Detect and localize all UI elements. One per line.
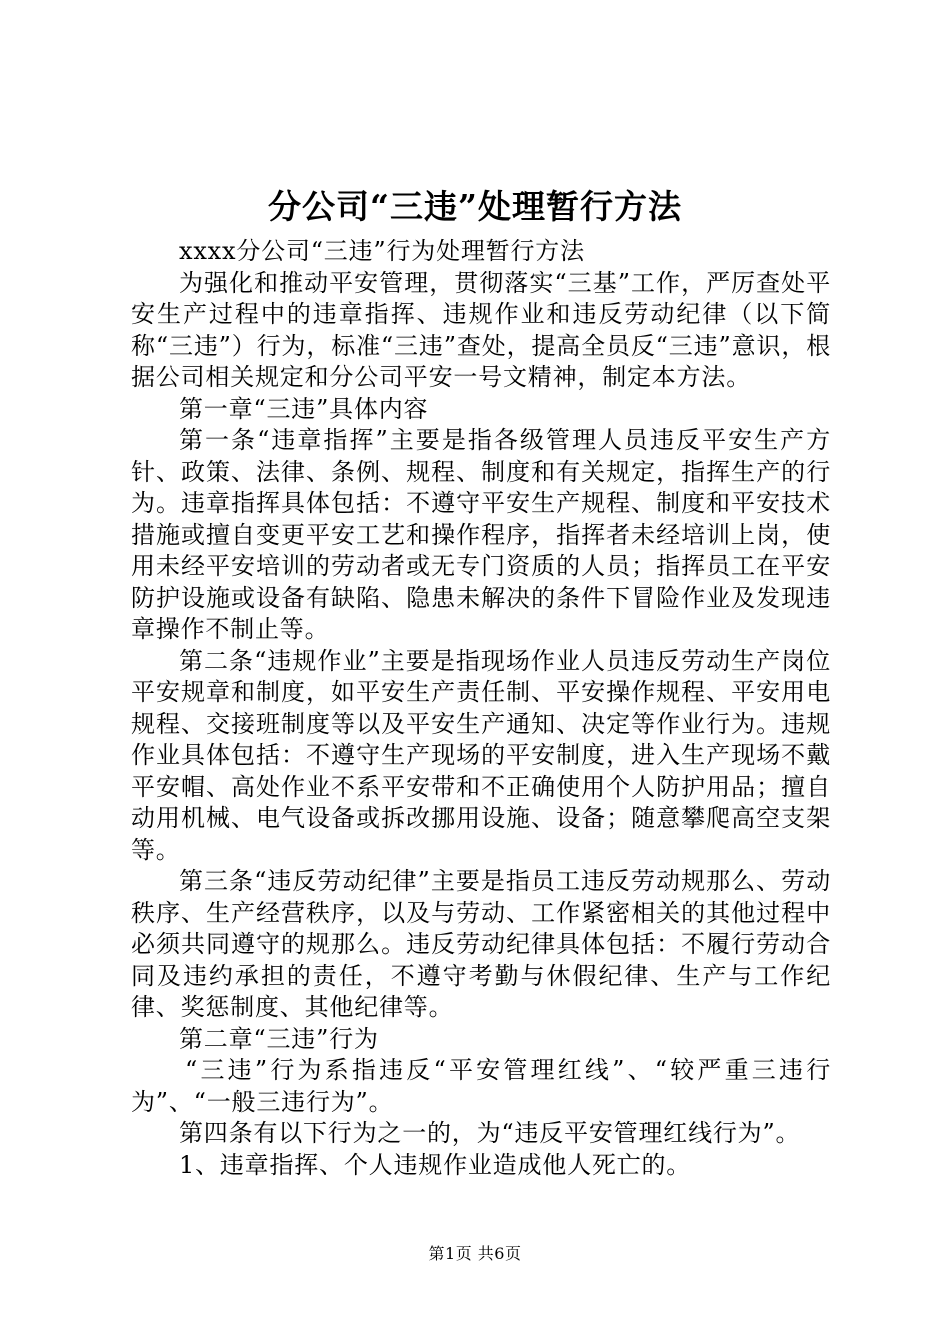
definition-paragraph: “三违”行为系指违反“平安管理红线”、“较严重三违行为”、“一般三违行为”。 bbox=[131, 1056, 831, 1116]
article-paragraph: 第一条“违章指挥”主要是指各级管理人员违反平安生产方针、政策、法律、条例、规程、制度和有关规定，指挥生产的行为。违章指挥具体包括：不遵守平安生产规程、制度和平安技术措施或擅自变更平安工艺和操作程序，指挥者未经培训上岗，使用未经平安培训的劳动者或无专门资质的人员；指挥员工在平安防护设施或设备有缺陷、隐患未解决的条件下冒险作业及发现违章操作不制止等。 bbox=[131, 426, 831, 643]
article-paragraph: 第二条“违规作业”主要是指现场作业人员违反劳动生产岗位平安规章和制度，如平安生产责任制、平安操作规程、平安用电规程、交接班制度等以及平安生产通知、决定等作业行为。违规作业具体包括：不遵守生产现场的平安制度，进入生产现场不戴平安帽、高处作业不系平安带和不正确使用个人防护用品；擅自动用机械、电气设备或拆改挪用设施、设备；随意攀爬高空支架等。 bbox=[131, 646, 831, 864]
document-body bbox=[131, 236, 831, 1181]
page-number-footer: 第1页 共6页 bbox=[428, 1244, 522, 1263]
list-item: 1、违章指挥、个人违规作业造成他人死亡的。 bbox=[179, 1150, 692, 1179]
document-title: 分公司“三违”处理暂行方法 bbox=[268, 187, 682, 226]
preamble-paragraph: 为强化和推动平安管理，贯彻落实“三基”工作，严厉查处平安生产过程中的违章指挥、违规作业和违反劳动纪律（以下简称“三违”）行为，标准“三违”查处，提高全员反“三违”意识，根据公司相关规定和分公司平安一号文精神，制定本方法。 bbox=[131, 268, 831, 391]
document-subtitle-paragraph: xxxx分公司“三违”行为处理暂行方法 bbox=[179, 237, 585, 265]
article-paragraph: 第三条“违反劳动纪律”主要是指员工违反劳动规那么、劳动秩序、生产经营秩序，以及与劳动、工作紧密相关的其他过程中必须共同遵守的规那么。违反劳动纪律具体包括：不履行劳动合同及违约承担的责任，不遵守考勤与休假纪律、生产与工作纪律、奖惩制度、其他纪律等。 bbox=[131, 867, 831, 1021]
article-paragraph: 第四条有以下行为之一的，为“违反平安管理红线行为”。 bbox=[179, 1119, 801, 1147]
chapter-heading: 第二章“三违”行为 bbox=[179, 1024, 379, 1053]
chapter-heading: 第一章“三违”具体内容 bbox=[179, 394, 429, 423]
